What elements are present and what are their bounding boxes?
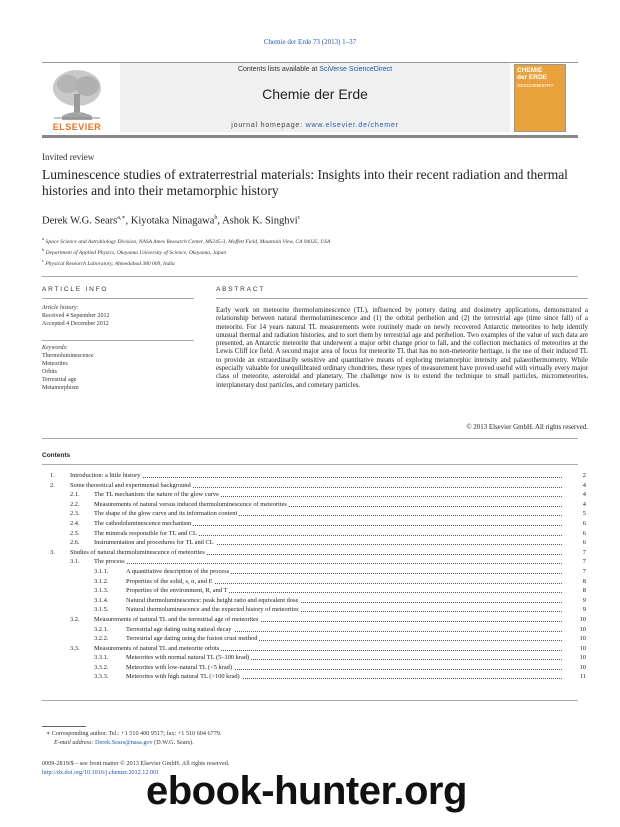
keywords-block bbox=[42, 344, 194, 392]
toc-entry[interactable] bbox=[42, 653, 586, 663]
affiliation-mark: c bbox=[42, 257, 45, 263]
affiliation-mark: a bbox=[42, 236, 45, 241]
toc-entry-page[interactable]: 9 bbox=[582, 606, 586, 614]
toc-entry-title-wrap bbox=[94, 529, 199, 539]
toc-entry-title[interactable]: Natural thermoluminescence: peak height ratio and equivalent dose bbox=[126, 596, 299, 604]
received-date: Received 4 September 2012 bbox=[42, 313, 110, 319]
affiliation-item: $^c$ Physical Research Laboratory, Ahmedabad 380 009, India bbox=[42, 257, 175, 267]
toc-entry-title[interactable]: Introduction: a little history bbox=[70, 472, 141, 479]
toc-entry-title[interactable]: Terrestrial age dating using the fusion crust method bbox=[126, 635, 258, 643]
contents-rule bbox=[42, 464, 578, 465]
toc-entry-title-wrap bbox=[70, 481, 193, 491]
toc-entry-title[interactable]: Meteorites with low-natural TL (<5 krad) bbox=[126, 663, 233, 671]
toc-entry[interactable] bbox=[42, 605, 586, 615]
homepage-link[interactable]: www.elsevier.de/chemer bbox=[305, 122, 399, 129]
toc-entry-title-wrap bbox=[126, 625, 234, 635]
toc-entry-page[interactable]: 11 bbox=[579, 673, 586, 681]
toc-entry-number: 2. bbox=[50, 481, 55, 489]
toc-entry-title-wrap bbox=[94, 519, 193, 529]
toc-entry-page[interactable]: 7 bbox=[582, 548, 586, 556]
toc-entry-page[interactable]: 10 bbox=[579, 625, 586, 633]
affiliations bbox=[42, 235, 582, 267]
keywords-label: Keywords: bbox=[42, 345, 68, 351]
toc-entry-title[interactable]: The minerals responsible for TL and CL bbox=[94, 529, 197, 537]
toc-entry[interactable] bbox=[42, 634, 586, 644]
article-history bbox=[42, 304, 194, 328]
toc-entry-page[interactable]: 4 bbox=[582, 500, 586, 508]
toc-entry[interactable] bbox=[42, 577, 586, 587]
keywords-rule bbox=[42, 340, 194, 341]
toc-entry-page[interactable]: 7 bbox=[582, 567, 586, 575]
toc-entry-title[interactable]: Properties of the environment, R, and T bbox=[126, 587, 228, 595]
toc-entry-title-wrap bbox=[126, 605, 301, 615]
toc-entry-page[interactable]: 8 bbox=[582, 577, 586, 585]
issn-line: 0009-2819/$ – see front matter © 2013 Elsevier GmbH. All rights reserved. bbox=[42, 760, 230, 767]
homepage-prefix: journal homepage: bbox=[231, 122, 306, 129]
toc-entry-number: 3.3.2. bbox=[94, 663, 109, 671]
toc-entry-title[interactable]: Meteorites with normal natural TL (5–100 krad) bbox=[126, 654, 250, 662]
toc-entry-title-wrap bbox=[126, 577, 214, 587]
toc-entry-title-wrap bbox=[126, 596, 300, 606]
history-label: Article history: bbox=[42, 305, 79, 311]
toc-entry-number: 2.3. bbox=[70, 510, 80, 518]
sciencedirect-link[interactable]: SciVerse ScienceDirect bbox=[319, 66, 393, 73]
keyword-item: Meteorites bbox=[42, 361, 68, 367]
toc-entry-title[interactable]: A quantitative description of the process bbox=[126, 567, 230, 575]
toc-entry[interactable] bbox=[42, 644, 586, 654]
toc-entry-number: 2.5. bbox=[70, 529, 80, 537]
toc-entry-page[interactable]: 6 bbox=[582, 529, 586, 537]
author-list: Derek W.G. Sears$^{a,∗}$, Kiyotaka Ninagawa$^b$, Ashok K. Singhvi$^c$ bbox=[42, 215, 301, 227]
toc-entry-number: 3.1.5. bbox=[94, 606, 109, 614]
toc-entry-title-wrap bbox=[94, 509, 239, 519]
toc-entry[interactable] bbox=[42, 519, 586, 529]
keyword-item: Thermoluminescence bbox=[42, 353, 94, 359]
toc-entry-title[interactable]: The TL mechanism: the nature of the glow curve bbox=[94, 491, 219, 499]
toc-entry-title-wrap bbox=[94, 500, 289, 510]
article-info-rule bbox=[42, 298, 194, 299]
toc-entry-title-wrap bbox=[94, 615, 261, 625]
article-type: Invited review bbox=[42, 152, 95, 162]
watermark-text: ebook-hunter.org bbox=[146, 769, 467, 813]
toc-entry-title[interactable]: The process bbox=[94, 558, 125, 566]
toc-entry-number: 3.1.4. bbox=[94, 596, 109, 604]
toc-entry-number: 3.3.1. bbox=[94, 654, 109, 662]
toc-entry[interactable] bbox=[42, 529, 586, 539]
journal-title: Chemie der Erde bbox=[262, 86, 368, 102]
toc-entry-page[interactable]: 6 bbox=[582, 519, 586, 527]
toc-entry-page[interactable]: 10 bbox=[579, 654, 586, 662]
author-affiliation-mark[interactable]: b bbox=[214, 215, 218, 221]
toc-entry-title-wrap bbox=[126, 634, 259, 644]
toc-entry-number: 3.2. bbox=[70, 615, 80, 623]
contents-end-rule bbox=[42, 700, 578, 701]
toc-entry-number: 2.1. bbox=[70, 491, 80, 499]
toc-entry-title[interactable]: Meteorites with high natural TL (>100 krad) bbox=[126, 673, 240, 681]
toc-leader-dots bbox=[94, 563, 562, 564]
toc-entry-title-wrap bbox=[126, 672, 242, 682]
toc-entry-number: 3.3.3. bbox=[94, 673, 109, 681]
toc-entry-number: 2.6. bbox=[70, 539, 80, 547]
section-divider bbox=[42, 438, 578, 439]
toc-entry[interactable] bbox=[42, 625, 586, 635]
toc-entry-page[interactable]: 2 bbox=[582, 472, 586, 479]
copyright-notice: © 2013 Elsevier GmbH. All rights reserved. bbox=[466, 424, 588, 431]
toc-entry-page[interactable]: 7 bbox=[582, 558, 586, 566]
toc-entry[interactable] bbox=[42, 490, 586, 500]
toc-entry-title[interactable]: Measurements of natural TL and meteorite orbits bbox=[94, 644, 220, 652]
keyword-item: Metamorphism bbox=[42, 385, 79, 391]
toc-entry[interactable] bbox=[42, 586, 586, 596]
toc-entry[interactable] bbox=[42, 471, 586, 481]
toc-entry-title-wrap bbox=[94, 557, 127, 567]
corresponding-author-footnote bbox=[46, 730, 566, 747]
toc-entry-number: 3.3. bbox=[70, 644, 80, 652]
toc-entry-number: 1. bbox=[50, 472, 55, 479]
toc-entry[interactable] bbox=[42, 663, 586, 673]
toc-entry[interactable] bbox=[42, 481, 586, 491]
toc-entry-number: 3. bbox=[50, 548, 55, 556]
cover-subtitle: GEOCHEMISTRY bbox=[517, 83, 554, 88]
toc-entry-title[interactable]: Measurements of natural TL and the terrestrial age of meteorites bbox=[94, 615, 259, 623]
toc-entry[interactable] bbox=[42, 548, 586, 558]
toc-entry-title[interactable]: Natural thermoluminescence and the expected history of meteorites bbox=[126, 606, 299, 614]
toc-entry-page[interactable]: 10 bbox=[579, 644, 586, 652]
toc-entry-number: 3.1.3. bbox=[94, 587, 109, 595]
journal-homepage-line bbox=[120, 122, 510, 129]
contents-prefix: Contents lists available at bbox=[237, 66, 320, 73]
article-info-heading: ARTICLE INFO bbox=[42, 286, 109, 293]
elsevier-wordmark: ELSEVIER bbox=[52, 122, 102, 132]
footnote-email-line bbox=[46, 739, 566, 748]
toc-entry-number: 2.2. bbox=[70, 500, 80, 508]
email-link[interactable]: Derek.Sears@nasa.gov bbox=[95, 738, 153, 746]
affiliation-mark: b bbox=[42, 246, 45, 252]
toc-entry-page[interactable]: 4 bbox=[582, 481, 586, 489]
toc-entry[interactable] bbox=[42, 538, 586, 548]
keyword-item: Orbits bbox=[42, 369, 57, 375]
email-label: E-mail address: bbox=[54, 738, 96, 746]
toc-entry-number: 3.2.1. bbox=[94, 625, 109, 633]
toc-entry[interactable] bbox=[42, 672, 586, 682]
toc-entry-title[interactable]: Studies of natural thermoluminescence of meteorites bbox=[70, 548, 205, 556]
toc-entry[interactable] bbox=[42, 596, 586, 606]
toc-entry-number: 3.2.2. bbox=[94, 635, 109, 643]
abstract-text: Early work on meteorite thermoluminescence (TL), influenced by pottery dating and dosimetry applications, demonstrated a relationship between natural thermoluminescence and (1) the orbital perihelion and (2) the terrestrial age (time since fall) of a meteorite. For 14 years natural TL measurements were routinely made on newly recovered Antarctic meteorites to help identify unusual thermal and radiation histories, and to sort them by terrestrial age and perihelion. Two examples of the value of such data are presented, an Antarctic meteorite that underwent a major orbit change prior to fall, and the collection mechanics of meteorites at the Lewis Cliff ice field. A second major area of focus for meteorite TL that has no non-meteorite heritage, is the use of their induced TL to provide an extraordinarily sensitive and quantitative means of exploring metamorphic intensity and palaeothermometry. While especially valuable for unequilibrated ordinary chondrites, these types of measurement have proved useful with virtually every major class of meteorite, asteroidal and planetary. The challenge now is to extend the technique to small particles, micrometeorites, interplanetary dust particles, and cometary particles. bbox=[216, 307, 588, 389]
toc-entry-title-wrap bbox=[94, 538, 216, 548]
toc-entry[interactable] bbox=[42, 509, 586, 519]
email-suffix: (D.W.G. Sears). bbox=[152, 738, 194, 746]
accepted-date: Accepted 4 December 2012 bbox=[42, 321, 109, 327]
toc-entry-title-wrap bbox=[126, 653, 251, 663]
toc-entry-title-wrap bbox=[70, 471, 142, 481]
toc-entry-page[interactable]: 6 bbox=[582, 539, 586, 547]
doi-link[interactable]: http://dx.doi.org/10.1016/j.chemer.2012.12.001 bbox=[42, 768, 160, 776]
contents-heading: Contents bbox=[42, 452, 71, 459]
toc-entry-page[interactable]: 10 bbox=[579, 615, 586, 623]
toc-entry[interactable] bbox=[42, 615, 586, 625]
toc-entry-title-wrap bbox=[126, 663, 234, 673]
author-name[interactable]: Ashok K. Singhvi bbox=[222, 215, 298, 227]
keyword-item: Terrestrial age bbox=[42, 377, 77, 383]
footnote-contact: ∗ Corresponding author. Tel.: +1 510 400 9517; fax: +1 510 604 6779. bbox=[46, 730, 222, 737]
toc-entry[interactable] bbox=[42, 567, 586, 577]
toc-entry-number: 2.4. bbox=[70, 519, 80, 527]
table-of-contents bbox=[42, 471, 586, 682]
toc-entry-title-wrap bbox=[126, 586, 229, 596]
toc-entry-title[interactable]: Properties of the solid, s, α, and E bbox=[126, 577, 213, 585]
abstract-heading: ABSTRACT bbox=[216, 286, 266, 293]
toc-entry[interactable] bbox=[42, 557, 586, 567]
author-affiliation-mark[interactable]: a,∗ bbox=[117, 215, 126, 221]
author-name[interactable]: Kiyotaka Ninagawa bbox=[130, 215, 215, 227]
toc-entry-title[interactable]: Measurements of natural versus induced thermoluminescence of meteorites bbox=[94, 500, 287, 508]
cover-title-line-1: CHEMIE bbox=[517, 67, 543, 74]
abstract-rule bbox=[216, 298, 588, 299]
toc-entry-page[interactable]: 5 bbox=[582, 510, 586, 518]
toc-entry-title[interactable]: Some theoretical and experimental background bbox=[70, 481, 191, 489]
toc-entry-title-wrap bbox=[126, 567, 231, 577]
contents-available-line bbox=[120, 66, 510, 73]
footnote-rule bbox=[42, 726, 86, 727]
toc-entry-title[interactable]: Terrestrial age dating using natural decay bbox=[126, 625, 232, 633]
author-affiliation-mark[interactable]: c bbox=[297, 215, 301, 221]
journal-reference[interactable]: Chemie der Erde 73 (2013) 1–37 bbox=[263, 38, 357, 46]
toc-entry-title-wrap bbox=[94, 490, 221, 500]
toc-entry-page[interactable]: 8 bbox=[582, 587, 586, 595]
toc-entry[interactable] bbox=[42, 500, 586, 510]
toc-entry-number: 3.1.1. bbox=[94, 567, 109, 575]
article-title: Luminescence studies of extraterrestrial materials: Insights into their recent radiation and thermal histories and into their metamorphic history bbox=[42, 167, 568, 198]
toc-entry-page[interactable]: 4 bbox=[582, 491, 586, 499]
toc-entry-page[interactable]: 10 bbox=[579, 635, 586, 643]
author-name[interactable]: Derek W.G. Sears bbox=[42, 215, 118, 227]
toc-entry-title[interactable]: The cathodoluminescence mechanism bbox=[94, 519, 192, 527]
toc-entry-title[interactable]: The shape of the glow curve and its information content bbox=[94, 510, 238, 518]
cover-title bbox=[517, 67, 563, 81]
toc-entry-number: 3.1. bbox=[70, 558, 80, 566]
affiliation-item: $^b$ Department of Applied Physics, Okayama University of Science, Okayama, Japan bbox=[42, 246, 227, 256]
toc-entry-title-wrap bbox=[70, 548, 207, 558]
section-divider bbox=[42, 276, 578, 277]
toc-entry-title-wrap bbox=[94, 644, 221, 654]
cover-title-line-2: der ERDE bbox=[517, 74, 547, 81]
affiliation-item: $^a$ Space Science and Astrobiology Division, NASA Ames Research Center, MS245-3, Moffett Field, Mountain View, CA 94035, USA bbox=[42, 236, 331, 245]
toc-entry-title[interactable]: Instrumentation and procedures for TL and CL bbox=[94, 539, 214, 547]
toc-entry-page[interactable]: 9 bbox=[582, 596, 586, 604]
toc-entry-number: 3.1.2. bbox=[94, 577, 109, 585]
toc-entry-page[interactable]: 10 bbox=[579, 663, 586, 671]
toc-leader-dots bbox=[70, 477, 562, 478]
